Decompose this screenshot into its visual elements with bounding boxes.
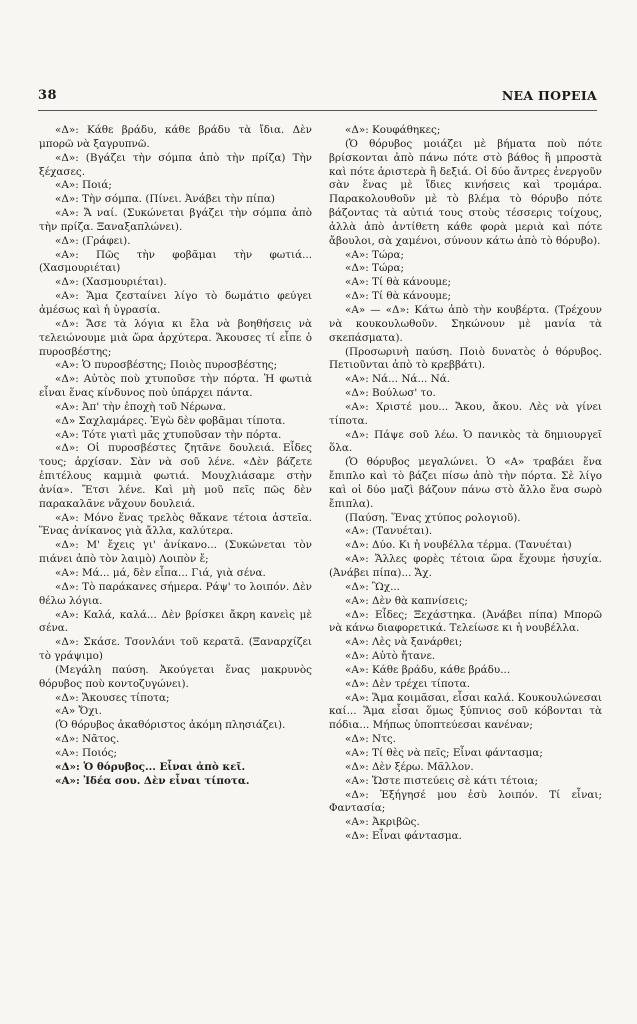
dialogue-line: «Δ»: Δύο. Κι ἡ νουβέλλα τέρμα. (Τανυέται)	[345, 539, 572, 552]
dialogue-line: «Δ»: Αὐτὸ ἤτανε.	[345, 650, 436, 663]
dialogue-line: «Α»: Νά... Νά... Νά.	[345, 373, 451, 386]
dialogue-line: «Α»: Ποιός;	[55, 746, 117, 759]
dialogue-line: «Α»: Ἰδέα σου. Δὲν εἶναι τίποτα.	[55, 774, 250, 787]
dialogue-line: «Α» Ὄχι.	[55, 705, 102, 718]
dialogue-line: «Α»: Χριστέ μου... Ἄκου, ἄκου. Λὲς νὰ γίνει τίποτα.	[329, 400, 602, 427]
dialogue-line: «Δ»: Ἄσε τὰ λόγια κι ἔλα νὰ βοηθήσεις νὰ τελειώνουμε μιὰ ὥρα ἀρχύτερα. Ἄκουσες τί εἶπε ὁ πυροσβέστης;	[39, 317, 312, 358]
header-rule	[38, 110, 597, 111]
dialogue-line: «Α»: (Τανυέται).	[345, 525, 433, 538]
dialogue-line: «Α»: Μόνο ἕνας τρελὸς θἄκανε τέτοια ἀστεῖα. Ἕνας ἀνίκανος γιὰ ἄλλα, καλύτερα.	[39, 511, 312, 538]
dialogue-line: «Δ»: Βούλωσ' το.	[345, 387, 436, 400]
dialogue-line: «Δ»: Πάψε σοῦ λέω. Ὁ πανικὸς τὰ δημιουργεῖ ὅλα.	[329, 428, 602, 455]
dialogue-line: «Δ»: Αὐτὸς ποὺ χτυποῦσε τὴν πόρτα. Ἡ φωτιὰ εἶναι ἕνας κίνδυνος ποὺ ὑπάρχει πάντα.	[39, 373, 312, 400]
page-header	[38, 88, 597, 108]
dialogue-line: «Α»: Ἀπ' τὴν ἐποχὴ τοῦ Νέρωνα.	[55, 400, 226, 413]
dialogue-line: «Δ»: Κουφάθηκες;	[345, 124, 441, 136]
dialogue-line: (Ὁ θόρυβος ἀκαθόριστος ἀκόμη πλησιάζει).	[55, 719, 286, 732]
dialogue-line: «Α»: Καλά, καλά... Δὲν βρίσκει ἄκρη κανεὶς μὲ σένα.	[39, 608, 312, 635]
dialogue-line: «Α»: Ἀκριβῶς.	[345, 816, 420, 829]
dialogue-line: «Δ»: Τί θὰ κάνουμε;	[345, 290, 451, 303]
dialogue-line: «Α»: Ποιά;	[55, 179, 112, 192]
dialogue-line: «Δ»: Ντς.	[345, 733, 396, 746]
dialogue-line: «Δ»: (Βγάζει τὴν σόμπα ἀπὸ τὴν πρίζα) Τὴν ξέχασες.	[39, 151, 312, 178]
dialogue-line: «Δ»: Ἐξήγησέ μου ἐσὺ λοιπόν. Τί εἶναι; Φαντασία;	[329, 788, 602, 815]
dialogue-line: «Δ»: Ἄκουσες τίποτα;	[55, 691, 170, 704]
dialogue-line: «Δ»: Ὢχ...	[345, 580, 400, 593]
dialogue-line: «Δ»: Κάθε βράδυ, κάθε βράδυ τὰ ἴδια. Δὲν μπορῶ νὰ ξαγρυπνῶ.	[39, 124, 312, 150]
dialogue-line: «Δ»: Εἶδες; Ξεχάστηκα. (Ἀνάβει πίπα) Μπορῶ νὰ κάνω διαφορετικά. Τελείωσε κι ἡ νουβέλλα.	[329, 608, 602, 635]
dialogue-line: «Δ»: Μ' ἔχεις γι' ἀνίκανο... (Συκώνεται τὸν πιάνει ἀπὸ τὸν λαιμὸ) Λοιπὸν ἔ;	[39, 539, 312, 566]
dialogue-line: «Α»: Πῶς τὴν φοβᾶμαι τὴν φωτιά... (Χασμουριέται)	[39, 248, 312, 275]
dialogue-line: «Α»: Τότε γιατὶ μᾶς χτυποῦσαν τὴν πόρτα.	[55, 428, 282, 441]
page-number: 38	[38, 88, 58, 103]
dialogue-line: «Δ»: Ὁ θόρυβος... Εἶναι ἀπὸ κεῖ.	[55, 760, 246, 773]
dialogue-line: «Α»: Ὥστε πιστεύεις σὲ κάτι τέτοια;	[345, 774, 539, 787]
dialogue-line: «Δ»: Τὴν σόμπα. (Πίνει. Ἀνάβει τὴν πίπα)	[55, 193, 275, 206]
dialogue-line: «Α»: Ἅμα ζεσταίνει λίγο τὸ δωμάτιο φεύγει ἀμέσως καὶ ἡ ὑγρασία.	[39, 290, 312, 316]
dialogue-line: «Α»: Ἄ ναί. (Συκώνεται βγάζει τὴν σόμπα ἀπὸ τὴν πρίζα. Ξαναξαπλώνει).	[39, 207, 312, 233]
journal-title: ΝΕΑ ΠΟΡΕΙΑ	[501, 88, 597, 103]
dialogue-line: «Α» — «Δ»: Κάτω ἀπὸ τὴν κουβέρτα. (Τρέχουν νὰ κουκουλωθοῦν. Σηκώνουν μὲ μανία τὰ σκεπάσματα).	[329, 303, 602, 344]
dialogue-line: «Δ»: (Γράφει).	[55, 234, 131, 247]
dialogue-line: «Δ»: Τὸ παράκανες σήμερα. Ράψ' το λοιπόν. Δὲν θέλω λόγια.	[39, 580, 312, 607]
dialogue-line: «Α»: Δὲν θὰ καπνίσεις;	[345, 594, 468, 607]
dialogue-line: (Παύση. Ἕνας χτύπος ρολογιοῦ).	[345, 511, 521, 524]
dialogue-line: «Δ»: (Χασμουριέται).	[55, 276, 167, 289]
dialogue-line: «Δ»: Εἶναι φάντασμα.	[345, 830, 462, 843]
dialogue-line: «Α»: Ἅμα κοιμᾶσαι, εἶσαι καλά. Κουκουλώνεσαι καί... Ἅμα εἶσαι ὅμως ξύπνιος σοῦ κόβονται τὰ πόδια... Μήπως ὑποπτεύεσαι κανέναν;	[329, 691, 602, 732]
dialogue-line: «Δ»: Δὲν τρέχει τίποτα.	[345, 677, 470, 690]
left-text-column	[39, 124, 312, 789]
dialogue-line: (Προσωρινὴ παύση. Ποιὸ δυνατὸς ὁ θόρυβος. Πετιοῦνται ἀπὸ τὸ κρεββάτι).	[329, 345, 602, 372]
dialogue-line: «Δ» Σαχλαμάρες. Ἐγὼ δὲν φοβᾶμαι τίποτα.	[55, 414, 286, 427]
dialogue-line: «Α»: Κάθε βράδυ, κάθε βράδυ...	[345, 663, 511, 676]
dialogue-line: «Α»: Τί θὲς νὰ πεῖς; Εἶναι φάντασμα;	[345, 746, 543, 759]
dialogue-line: (Ὁ θόρυβος μοιάζει μὲ βήματα ποὺ πότε βρίσκονται ἀπὸ πάνω πότε στὸ βάθος ἢ μπροστὰ καὶ πότε ἀριστερὰ ἢ δεξιά. Οἱ δύο ἄντρες ἐνεργοῦν σὰν ἕνας μὲ ἴδιες κινήσεις καὶ τρομάρα. Παρακολουθοῦν μὲ τὸ βλέμα τὸ θόρυβο πότε βάζοντας τὰ αὐτιά τους στοὺς τέσσερις τοίχους, ἀλλὰ ἀπὸ ἀντίθετη κάθε φορὰ μεριὰ καὶ πότε ἄβουλοι, σὰ χαμένοι, σύνουν κάτω ἀπὸ τὸ θόρυβο).	[329, 137, 602, 247]
dialogue-line: «Α»: Ἄλλες φορὲς τέτοια ὥρα ἔχουμε ἡσυχία. (Ἀνάβει πίπα)... Ἄχ.	[329, 553, 602, 579]
dialogue-line: «Α»: Τώρα;	[345, 248, 405, 261]
dialogue-line: (Μεγάλη παύση. Ἀκούγεται ἕνας μακρυνὸς θόρυβος ποὺ κοντοζυγώνει).	[39, 663, 312, 690]
dialogue-line: «Δ»: Οἱ πυροσβέστες ζητᾶνε δουλειά. Εἶδες τους; ἀρχίσαν. Σὰν νὰ σοῦ λένε. «Δὲν βάζετε ἐπιτέλους καμμιὰ φωτιά. Μουχλιάσαμε στὴν ἀνία». Ἔτσι λένε. Καὶ μὴ μοῦ πεῖς πῶς δὲν παρακαλᾶνε νἄχουν δουλειά.	[39, 442, 312, 510]
dialogue-line: (Ὁ θόρυβος μεγαλώνει. Ὁ «Α» τραβάει ἕνα ἔπιπλο καὶ τὸ βάζει πίσω ἀπὸ τὴν πόρτα. Σὲ λίγο καὶ οἱ δύο μαζὶ βάζουν πάνω στὸ ἄλλο ἕνα σωρὸ ἔπιπλα).	[329, 456, 602, 510]
dialogue-line: «Α»: Μά... μά, δὲν εἶπα... Γιά, γιὰ σένα.	[55, 567, 266, 579]
dialogue-line: «Δ»: Νᾶτος.	[55, 733, 120, 746]
dialogue-line: «Δ»: Δὲν ξέρω. Μᾶλλον.	[345, 760, 474, 773]
dialogue-line: «Α»: Λὲς νὰ ξανάρθει;	[345, 636, 463, 649]
dialogue-line: «Δ»: Σκάσε. Τσονλάνι τοῦ κερατᾶ. (Ξαναρχίζει τὸ γράψιμο)	[39, 636, 312, 663]
dialogue-line: «Δ»: Τώρα;	[345, 262, 405, 275]
dialogue-line: «Α»: Τί θὰ κάνουμε;	[345, 276, 451, 289]
dialogue-line: «Α»: Ὁ πυροσβέστης; Ποιὸς πυροσβέστης;	[55, 359, 278, 372]
right-text-column	[329, 124, 602, 844]
